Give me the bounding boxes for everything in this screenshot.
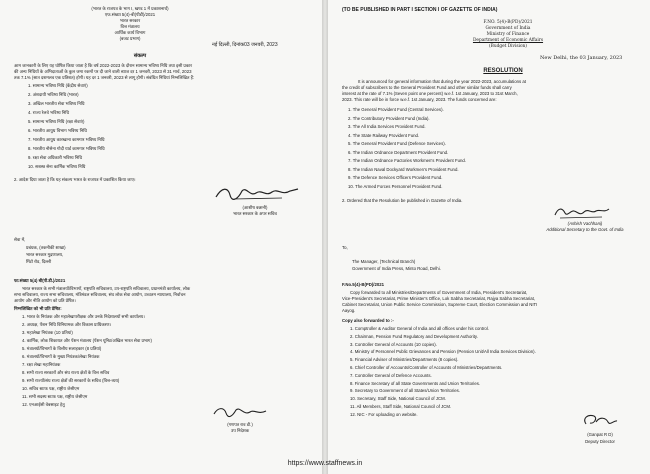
hindi-deputy-title: उप निदेशक [231,428,249,433]
list-item: 5. सामान्य भविष्य निधि (रक्षा सेवाएं) [28,119,85,124]
list-item: 2. Chairman, Pension Fund Regulatory and Development Authority. [350,333,478,339]
english-copy-para-line: Vice-President's Secretariat, Prime Minister's Office, Lok Sabha Secretariat, Rajya Sabha Secretariat, [342,296,536,301]
list-item: 7. Controller General of Defence Accounts. [350,372,432,378]
list-item: 5. Financial Adviser of Ministries/Departments (8 copies). [350,357,459,363]
hindi-header-line: एफ.संख्या 5(4)-बी(पीडी)/2021 [104,12,156,17]
hindi-copy-list [22,315,152,411]
english-copy-ref: F.No.5(4)-B(PD)/2021 [342,282,385,287]
english-to-line: The Manager, (Technical Branch) [352,259,416,264]
english-copy-label: Copy also forwarded to :- [342,318,394,323]
list-item: 1. सामान्य भविष्य निधि (केंद्रीय सेवाएं) [28,83,88,88]
list-item: 9. सभी राज्यों/संघ राज्य क्षेत्रों की सरकारों के सचिव (वित्त-व्यय) [22,378,120,383]
english-deputy-title: Deputy Director [585,439,615,444]
hindi-intro-line: की अन्य निधियों के अभिदाताओं के कुल जमा रकमों पर दी जाने वाली ब्याज दर 1 जनवरी, 2023 से 31 मार्च, 2023 [14,69,192,74]
english-page [328,0,650,474]
list-item: 9. रक्षा सेवा अधिकारी भविष्य निधि [28,155,83,160]
english-copy-para-line: Cabinet Secretariat, Union Public Service Commission, Supreme Court, Election Commission and NITI [342,302,538,307]
list-item: 2. अंशदायी भविष्य निधि (भारत) [28,92,79,97]
list-item: 11. All Members, Staff Side, National Council of JCM. [350,403,452,409]
list-item: 2. अध्यक्ष, पेंशन निधि विनियामक और विकास प्राधिकरण। [22,322,112,327]
english-header-line: Government of India [485,26,531,31]
list-item: 1. The General Provident Fund (Central Services). [348,107,444,112]
list-item: 6. भारतीय आयुध विभाग भविष्य निधि [28,128,87,133]
english-copy-para-line: Aayog. [342,308,356,313]
hindi-signatory-title: भारत सरकार के अपर सचिव [233,211,277,216]
list-item: 12. NIC - For uploading on website. [350,411,418,417]
list-item: 10. सचिव स्टाफ पक्ष, राष्ट्रीय जेसीएम [22,386,80,391]
english-deputy-signature-image [580,412,620,430]
english-signature-image [552,204,612,220]
hindi-title: संकल्प [133,53,147,59]
hindi-page [0,0,322,474]
list-item: 4. कार्मिक, लोक शिकायत और पेंशन मंत्रालय (पेंशन यूनिट/अखिल भारत सेवा प्रभाग) [22,338,152,343]
list-item: 4. राज्य रेलवे भविष्य निधि [28,110,70,115]
english-to-line: Government of India Press, Minto Road, Delhi. [352,266,441,271]
hindi-fund-list [28,84,105,174]
english-intro-line: interest at the rate of 7.1% (Seven point one percent) w.e.f. 1st January, 2023 to 31st March, [342,91,518,96]
hindi-to-line: भारत सरकार मुद्रणालय, [26,252,64,257]
list-item: 6. The Indian Ordnance Department Provident Fund. [348,149,449,155]
english-intro-line: the credit of subscribers to the General Provident Fund and other similar funds shall carry [342,85,512,90]
hindi-copy-para-line: सभा सचिवालय, राज्य सभा सचिवालय, मंत्रिमंडल सचिवालय, संघ लोक सेवा आयोग, उच्चतम न्यायालय, निर्वाचन [14,292,186,297]
english-copy-list [350,327,536,421]
hindi-signature-image [212,183,302,203]
english-signatory-title: Additional Secretary to the Govt. of India [546,227,624,232]
hindi-copy-para-line: आयोग और नीति आयोग को प्रति प्रेषित। [14,298,76,303]
english-header-line: Department of Economic Affairs [472,38,544,43]
hindi-date: नई दिल्ली, दिनांक03 जनवरी, 2023 [212,42,278,48]
list-item: 2. The Contributory Provident Fund (India). [348,115,430,121]
list-item: 12. एनआईसी वेबसाइट हेतु [22,402,65,407]
english-header-line: (Budget Division) [489,44,527,49]
hindi-to-label: सेवा में, [14,237,26,242]
hindi-deputy-name: (गणपत राव डी.) [227,422,253,427]
list-item: 8. Finance Secretary of all State Governments and Union Territories. [350,380,481,386]
list-item: 3. अखिल भारतीय सेवा भविष्य निधि [28,101,85,106]
list-item: 6. मंत्रालयों/विभागों के मुख्य नियंत्रक/लेखा नियंत्रक [22,354,100,359]
hindi-copy-label: निम्नलिखित को भी प्रति प्रेषित: [14,306,62,311]
english-title: RESOLUTION [483,68,523,74]
hindi-intro-line: आम जानकारी के लिए यह घोषित किया जाता है कि वर्ष 2022-2023 के दौरान सामान्य भविष्य निधि तथा इसी प्रकार [14,63,193,68]
hindi-intro-line: तक 7.1% (सात दशमलव एक प्रतिशत) होगी। यह दर 1 जनवरी, 2023 से लागू होगी। संबंधित निधियां निम्नलिखित हैं: [14,75,195,80]
list-item: 1. Comptroller & Auditor General of India and all offices under his control. [350,326,489,331]
english-deputy-name: (Ganpat R D) [587,432,613,437]
list-item: 8. भारतीय नौसेना गोदी यार्ड कामगार भविष्य निधि [28,146,105,151]
list-item: 4. The State Railway Provident Fund. [348,132,420,138]
list-item: 8. सभी राज्य सरकारों और संघ राज्य क्षेत्रों के वित्त सचिव [22,370,110,375]
list-item: 10. Secretary, Staff Side, National Council of JCM. [350,396,446,402]
list-item: 7. The Indian Ordnance Factories Workmen's Provident Fund. [348,158,466,163]
list-item: 5. मंत्रालयों/विभागों के वित्तीय सलाहकार (8 प्रतियां) [22,346,102,351]
website-footer: https://www.staffnews.in [287,460,363,467]
list-item: 8. The Indian Naval Dockyard Workmen's Provident Fund. [348,166,459,172]
english-order: 2. Ordered that the Resolution be published in Gazette of India. [342,198,463,203]
hindi-header-line: वित्त मंत्रालय [120,24,140,29]
list-item: 5. The General Provident Fund (Defence Services). [348,141,446,146]
hindi-header-line: (भारत के राजपत्र के भाग I, खण्ड 1 में प्रकाशनार्थ) [91,6,169,11]
english-header-line: F.NO. 5(4)-B(PD)/2021 [483,20,533,25]
hindi-deputy-signature-image [210,404,270,420]
list-item: 4. Ministry of Personnel Public Grievances and Pension (Pension Unit/All India Services Division). [350,349,536,355]
english-date: New Delhi, the 03 January, 2023 [540,55,623,61]
english-intro-line: It is announced for general information that during the year 2022-2023, accumulations at [358,79,526,84]
hindi-header-line: आर्थिक कार्य विभाग [114,30,146,35]
list-item: 10. The Armed Forces Personnel Provident Fund. [348,183,443,189]
hindi-copy-para-line: भारत सरकार के सभी मंत्रालयों/विभागों, राष्ट्रपति सचिवालय, उप-राष्ट्रपति सचिवालय, प्रधानमंत्री कार्यालय, लोक [22,286,191,291]
hindi-signatory-name: (आशीष वछानी) [242,205,268,210]
english-signatory-name: (Ashish Vachhani) [567,221,603,226]
list-item: 9. The Defence Services Officers Provident Fund. [348,175,443,180]
english-copy-para-line: Copy forwarded to all Ministries/Departments of Government of India, President's Secretariat, [350,290,528,295]
list-item: 11. सभी सदस्य स्टाफ पक्ष, राष्ट्रीय जेसीएम [22,394,88,399]
list-item: 10. सशस्त्र सेना कार्मिक भविष्य निधि [28,164,86,169]
english-to-label: To, [342,245,348,250]
list-item: 3. The All India Services Provident Fund. [348,124,426,129]
english-header-line: Ministry of Finance [486,32,530,37]
list-item: 1. भारत के नियंत्रक और महालेखापरीक्षक और उनके निदेशालयों सभी कार्यालय। [22,314,145,319]
english-publish-line: (TO BE PUBLISHED IN PART I SECTION I OF GAZETTE OF INDIA) [342,7,498,13]
hindi-to-line: मिंटो रोड, दिल्ली [26,259,52,264]
hindi-header-line: (बजट प्रभाग) [119,36,141,41]
hindi-copy-ref: फा.संख्या 5(4) बी(पी.डी.)/2021 [14,278,66,283]
hindi-header-line: भारत सरकार [119,18,141,23]
english-fund-list [348,108,466,193]
list-item: 7. भारतीय आयुध कारखाना कामगार भविष्य निधि [28,137,105,142]
hindi-to-line: प्रबंधक, (तकनीकी शाखा) [26,245,66,250]
list-item: 6. Chief Controller of Accounts/Controller of Accounts of Ministries/Departments. [350,364,503,370]
list-item: 9. Secretary to Government of all States/Union Territories. [350,388,461,394]
list-item: 7. रक्षा लेखा महानियंत्रक [22,362,61,367]
list-item: 3. महालेखा नियंत्रक (10 प्रतियां) [22,330,73,335]
hindi-order: 2. आदेश दिया जाता है कि यह संकल्प भारत के राजपत्र में प्रकाशित किया जाए। [14,177,136,182]
list-item: 3. Controller General of Accounts (10 copies). [350,341,437,347]
english-intro-line: 2023. This rate will be in force w.e.f. 1st January, 2023. The funds concerned are: [342,97,497,102]
